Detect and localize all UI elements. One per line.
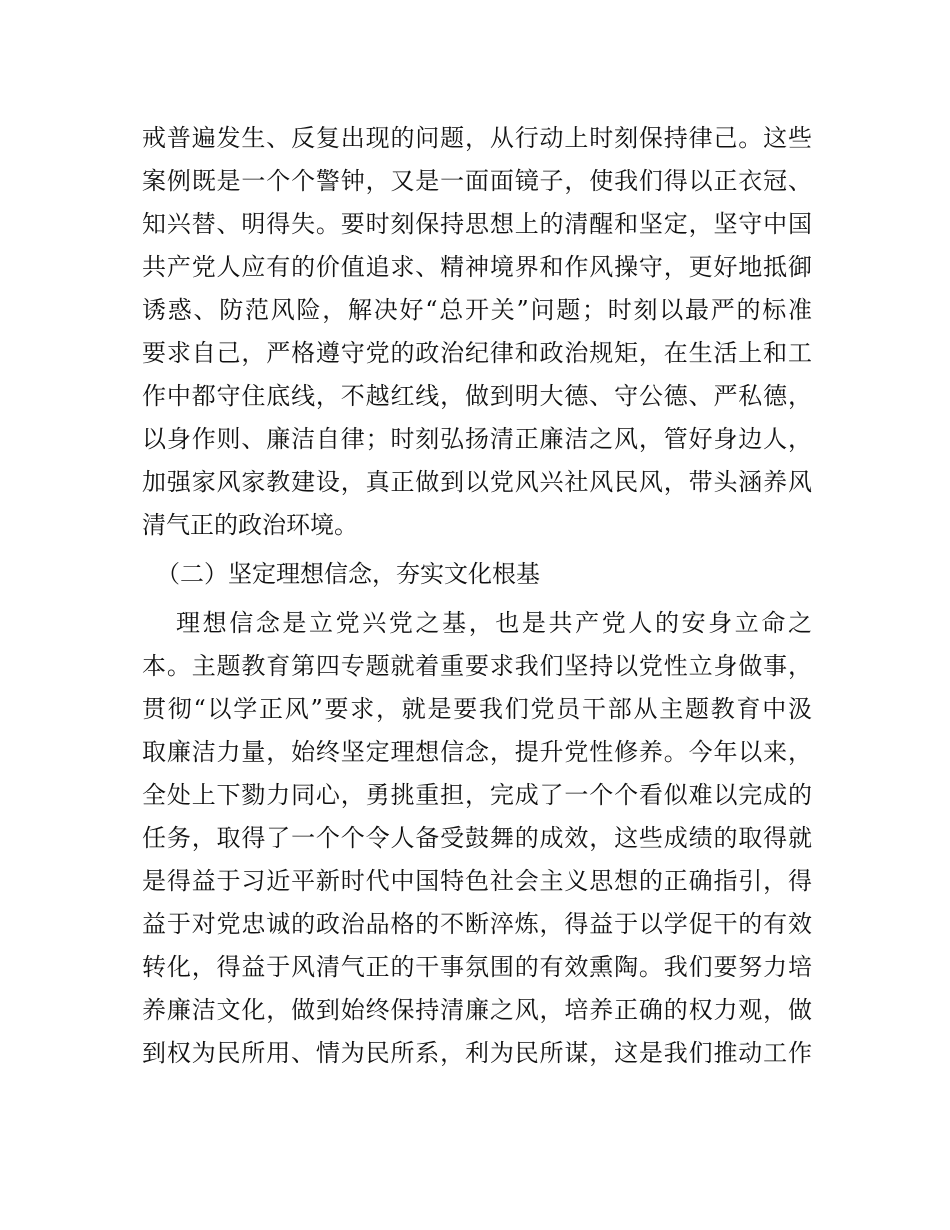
paragraph-line: 理想信念是立党兴党之基，也是共产党人的安身立命之 [176, 609, 812, 637]
paragraph-line: 加强家风家教建设，真正做到以党风兴社风民风，带头涵养风 [142, 468, 812, 496]
paragraph-line: 任务，取得了一个个令人备受鼓舞的成效，这些成绩的取得就 [142, 824, 812, 852]
paragraph-line: 要求自己，严格遵守党的政治纪律和政治规矩，在生活上和工 [142, 339, 812, 367]
paragraph-2 [142, 602, 812, 1075]
paragraph-line: 养廉洁文化，做到始终保持清廉之风，培养正确的权力观，做 [142, 996, 812, 1024]
paragraph-line: 到权为民所用、情为民所系，利为民所谋，这是我们推动工作 [142, 1039, 812, 1067]
paragraph-line: 转化，得益于风清气正的干事氛围的有效熏陶。我们要努力培 [142, 953, 812, 981]
paragraph-line: 取廉洁力量，始终坚定理想信念，提升党性修养。今年以来， [142, 738, 812, 766]
paragraph-line: 益于对党忠诚的政治品格的不断淬炼，得益于以学促干的有效 [142, 910, 812, 938]
paragraph-line: 本。主题教育第四专题就着重要求我们坚持以党性立身做事， [142, 652, 812, 680]
paragraph-line: 案例既是一个个警钟，又是一面面镜子，使我们得以正衣冠、 [142, 167, 812, 195]
paragraph-line: 以身作则、廉洁自律；时刻弘扬清正廉洁之风，管好身边人， [142, 425, 812, 453]
paragraph-line: 戒普遍发生、反复出现的问题，从行动上时刻保持律己。这些 [142, 124, 812, 152]
paragraph-line: 知兴替、明得失。要时刻保持思想上的清醒和坚定，坚守中国 [142, 210, 812, 238]
paragraph-1 [142, 117, 812, 547]
paragraph-line: 是得益于习近平新时代中国特色社会主义思想的正确指引，得 [142, 867, 812, 895]
section-heading: （二）坚定理想信念，夯实文化根基 [156, 560, 540, 588]
paragraph-line: 贯彻“以学正风”要求，就是要我们党员干部从主题教育中汲 [142, 695, 812, 723]
paragraph-line: 作中都守住底线，不越红线，做到明大德、守公德、严私德， [142, 382, 812, 410]
paragraph-line: 全处上下勠力同心，勇挑重担，完成了一个个看似难以完成的 [142, 781, 812, 809]
document-body [142, 117, 812, 1075]
paragraph-line: 清气正的政治环境。 [142, 511, 358, 539]
paragraph-line: 共产党人应有的价值追求、精神境界和作风操守，更好地抵御 [142, 253, 812, 281]
paragraph-line: 诱惑、防范风险，解决好“总开关”问题；时刻以最严的标准 [142, 296, 812, 324]
